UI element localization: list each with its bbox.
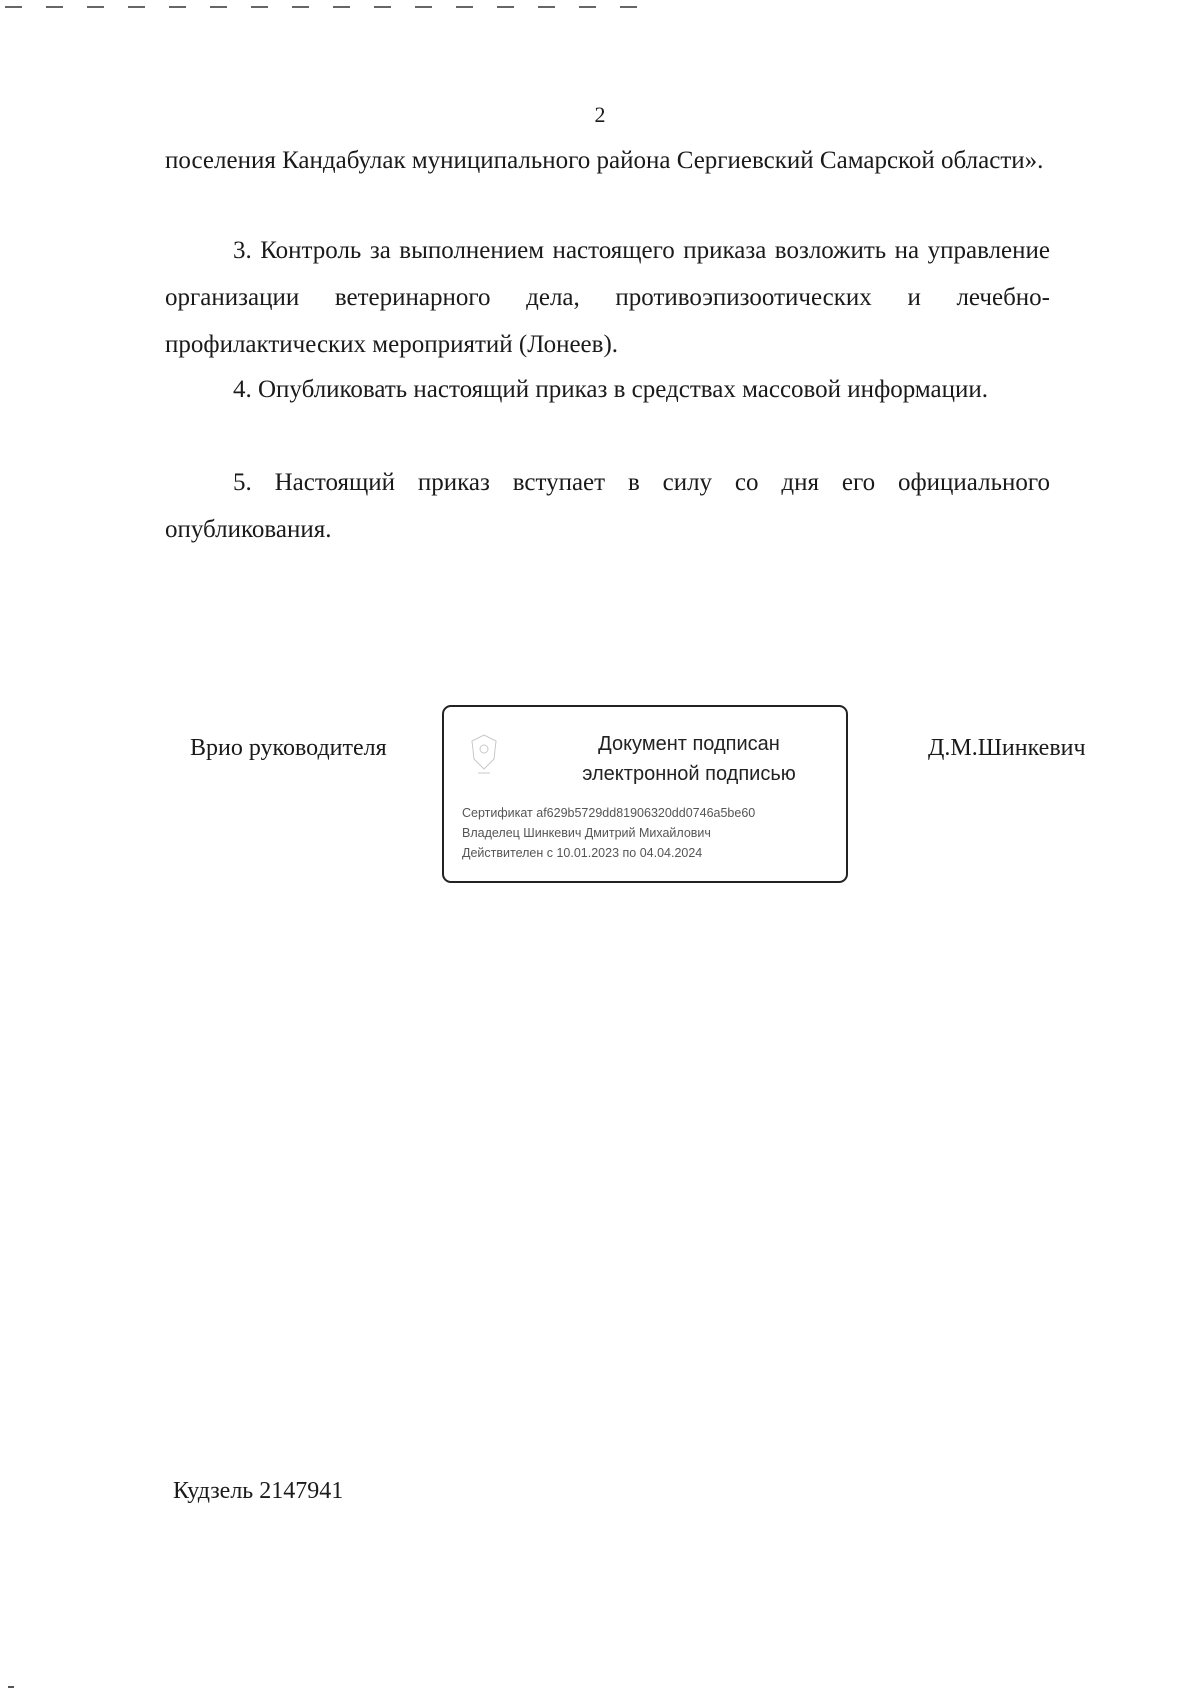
stamp-validity: Действителен с 10.01.2023 по 04.04.2024 bbox=[462, 846, 703, 860]
stamp-owner: Владелец Шинкевич Дмитрий Михайлович bbox=[462, 826, 711, 840]
scan-edge-dashes bbox=[0, 0, 640, 10]
scan-corner-mark bbox=[8, 1686, 14, 1688]
stamp-title-line1: Документ подписан bbox=[598, 733, 780, 755]
paragraph-item-4: 4. Опубликовать настоящий приказ в средствах массовой информации. bbox=[233, 376, 989, 403]
stamp-title-line2: электронной подписью bbox=[582, 763, 796, 785]
stamp-certificate: Сертификат af629b5729dd81906320dd0746a5be60 bbox=[462, 806, 756, 820]
stamp-title bbox=[564, 729, 814, 789]
page-number: 2 bbox=[594, 102, 606, 127]
executor-contact: Кудзель 2147941 bbox=[173, 1478, 344, 1504]
paragraph-item-5: 5. Настоящий приказ вступает в силу со дня его официального опубликования. bbox=[165, 469, 1050, 543]
signer-title: Врио руководителя bbox=[190, 735, 387, 761]
coat-of-arms-icon bbox=[464, 729, 504, 779]
electronic-signature-stamp bbox=[442, 705, 848, 883]
stamp-details bbox=[462, 803, 755, 863]
paragraph-continuation: поселения Кандабулак муниципального района Сергиевский Самарской области». bbox=[165, 147, 1044, 174]
signer-name: Д.М.Шинкевич bbox=[928, 735, 1086, 761]
paragraph-item-3: 3. Контроль за выполнением настоящего приказа возложить на управление организации ветеринарного дела, противоэпизоотических и лечебно-профилактических мероприятий (Лонеев). bbox=[165, 237, 1050, 358]
